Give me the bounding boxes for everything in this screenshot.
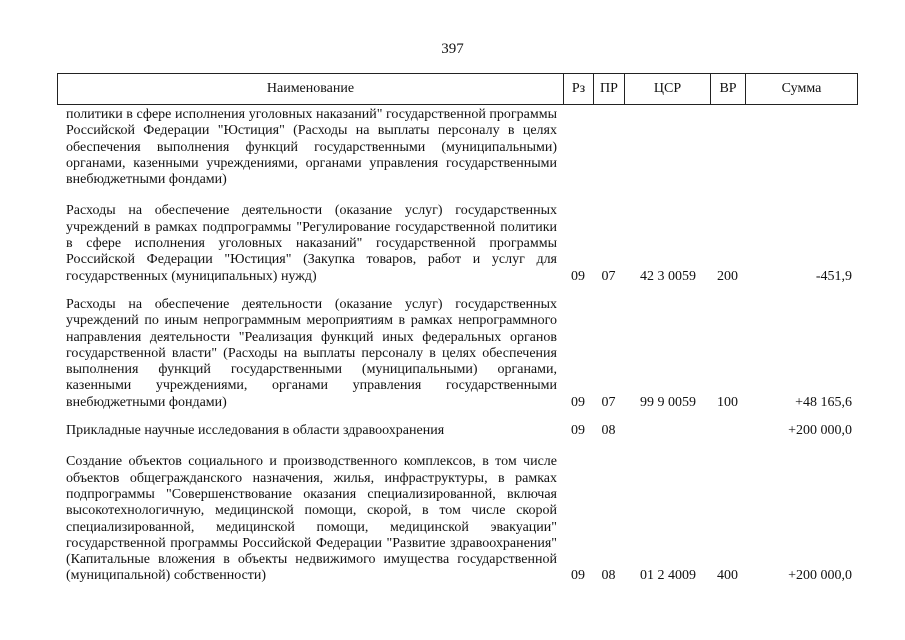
header-rz: Рз [564,74,594,104]
row-pr: 08 [601,423,616,439]
row-csr: 42 3 0059 [640,268,696,284]
table-row [57,454,857,584]
row-pr: 08 [601,568,616,584]
row-rz: 09 [571,423,585,439]
header-sum: Сумма [746,74,858,104]
row-name: Прикладные научные исследования в области здравоохранения [66,423,445,439]
row-pr: 07 [601,394,616,410]
row-pr: 07 [601,268,616,284]
row-name: политики в сфере исполнения уголовных наказаний" государственной программы Российской Федерации "Юстиция" (Расходы на выплаты персоналу в целях обеспечения выполнения функций государственными (муниципальными) органами, казенными учреждениями, органами управления государственными внебюджетными фондами) [66,107,557,188]
table-row [57,107,857,188]
table-body [57,107,857,585]
header-pr: ПР [594,74,625,104]
row-name: Расходы на обеспечение деятельности (оказание услуг) государственных учреждений в рамках подпрограммы "Регулирование государственной политики в сфере исполнения уголовных наказаний" государственной программы Российской Федерации "Юстиция" (Закупка товаров, работ и услуг для государственных (муниципальных) нужд) [66,203,557,284]
table-row [57,423,857,439]
table-row [57,203,857,284]
page-number: 397 [441,41,464,57]
table-header [57,73,858,105]
row-vr: 100 [717,394,738,410]
row-name: Расходы на обеспечение деятельности (оказание услуг) государственных учреждений по иным непрограммным мероприятиям в рамках непрограммного направления деятельности "Реализация функций иных федеральных органов государственной власти" (Расходы на выплаты персоналу в целях обеспечения выполнения функций государственными (муниципальными) органами, казенными учреждениями, органами управления государственными внебюджетными фондами) [66,296,557,410]
row-rz: 09 [571,394,585,410]
row-sum: +48 165,6 [795,394,852,410]
row-csr: 01 2 4009 [640,568,696,584]
row-name: Создание объектов социального и производственного комплексов, в том числе объектов общегражданского назначения, жилья, инфраструктуры, в рамках подпрограммы "Совершенствование оказания специализированной, включая высокотехнологичную, медицинской помощи, скорой, в том числе скорой специализированной, медицинской помощи, медицинской эвакуации" государственной программы Российской Федерации "Развитие здравоохранения" (Капитальные вложения в объекты недвижимого имущества государственной (муниципальной) собственности) [66,454,557,584]
row-sum: -451,9 [815,268,852,284]
row-rz: 09 [571,568,585,584]
header-name: Наименование [58,74,564,104]
row-vr: 400 [717,568,738,584]
header-vr: ВР [711,74,746,104]
header-csr: ЦСР [625,74,711,104]
table-row [57,297,857,411]
row-csr: 99 9 0059 [640,394,696,410]
row-sum: +200 000,0 [788,423,852,439]
row-sum: +200 000,0 [788,568,852,584]
row-vr: 200 [717,268,738,284]
row-rz: 09 [571,268,585,284]
